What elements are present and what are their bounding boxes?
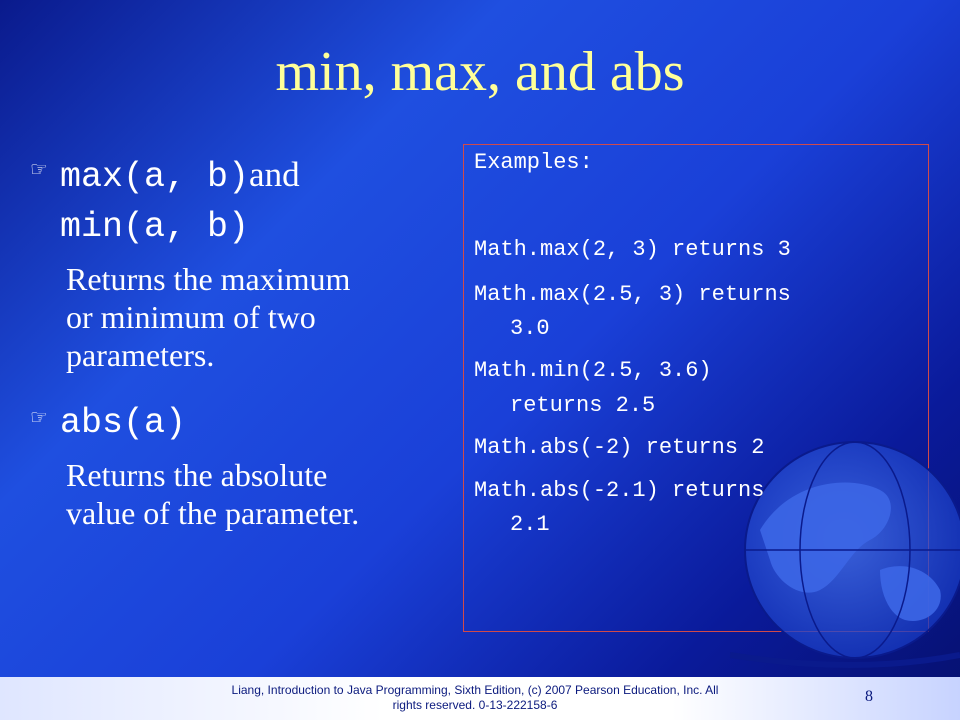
desc-line: Returns the maximum [66, 261, 351, 297]
desc-line: or minimum of two [66, 299, 316, 335]
pointing-hand-icon: ☞ [30, 157, 48, 181]
example-line: Math.max(2, 3) returns 3 [474, 237, 791, 262]
footer-line: rights reserved. 0-13-222158-6 [392, 698, 558, 712]
example-line: Math.abs(-2.1) returns [474, 478, 765, 503]
example-line-continued: 2.1 [510, 512, 550, 537]
code-max: max(a, b) [60, 157, 250, 197]
example-line: Math.min(2.5, 3.6) [474, 358, 712, 383]
code-min: min(a, b) [60, 207, 250, 247]
desc-line: Returns the absolute [66, 457, 328, 493]
bullet-description-abs [30, 456, 430, 532]
bullet-column [30, 150, 430, 532]
example-line: Math.max(2.5, 3) returns [474, 282, 791, 307]
example-line-continued: 3.0 [510, 316, 550, 341]
footer-copyright [190, 683, 760, 713]
bullet-and-text: and [249, 155, 300, 194]
slide-title: min, max, and abs [275, 41, 685, 103]
bullet-line-max [60, 150, 430, 202]
bullet-description-max-min [30, 260, 430, 374]
code-abs: abs(a) [60, 403, 187, 443]
bullet-abs [30, 398, 430, 448]
desc-line: parameters. [66, 337, 215, 373]
globe-icon [730, 420, 960, 670]
examples-heading: Examples: [474, 150, 593, 175]
example-line-continued: returns 2.5 [510, 393, 656, 418]
footer-line: Liang, Introduction to Java Programming, Sixth Edition, (c) 2007 Pearson Education, Inc. All [231, 683, 719, 697]
bullet-max-min [30, 150, 430, 252]
example-line: Math.abs(-2) returns 2 [474, 435, 765, 460]
page-number: 8 [865, 688, 873, 705]
pointing-hand-icon: ☞ [30, 405, 48, 429]
desc-line: value of the parameter. [66, 495, 360, 531]
